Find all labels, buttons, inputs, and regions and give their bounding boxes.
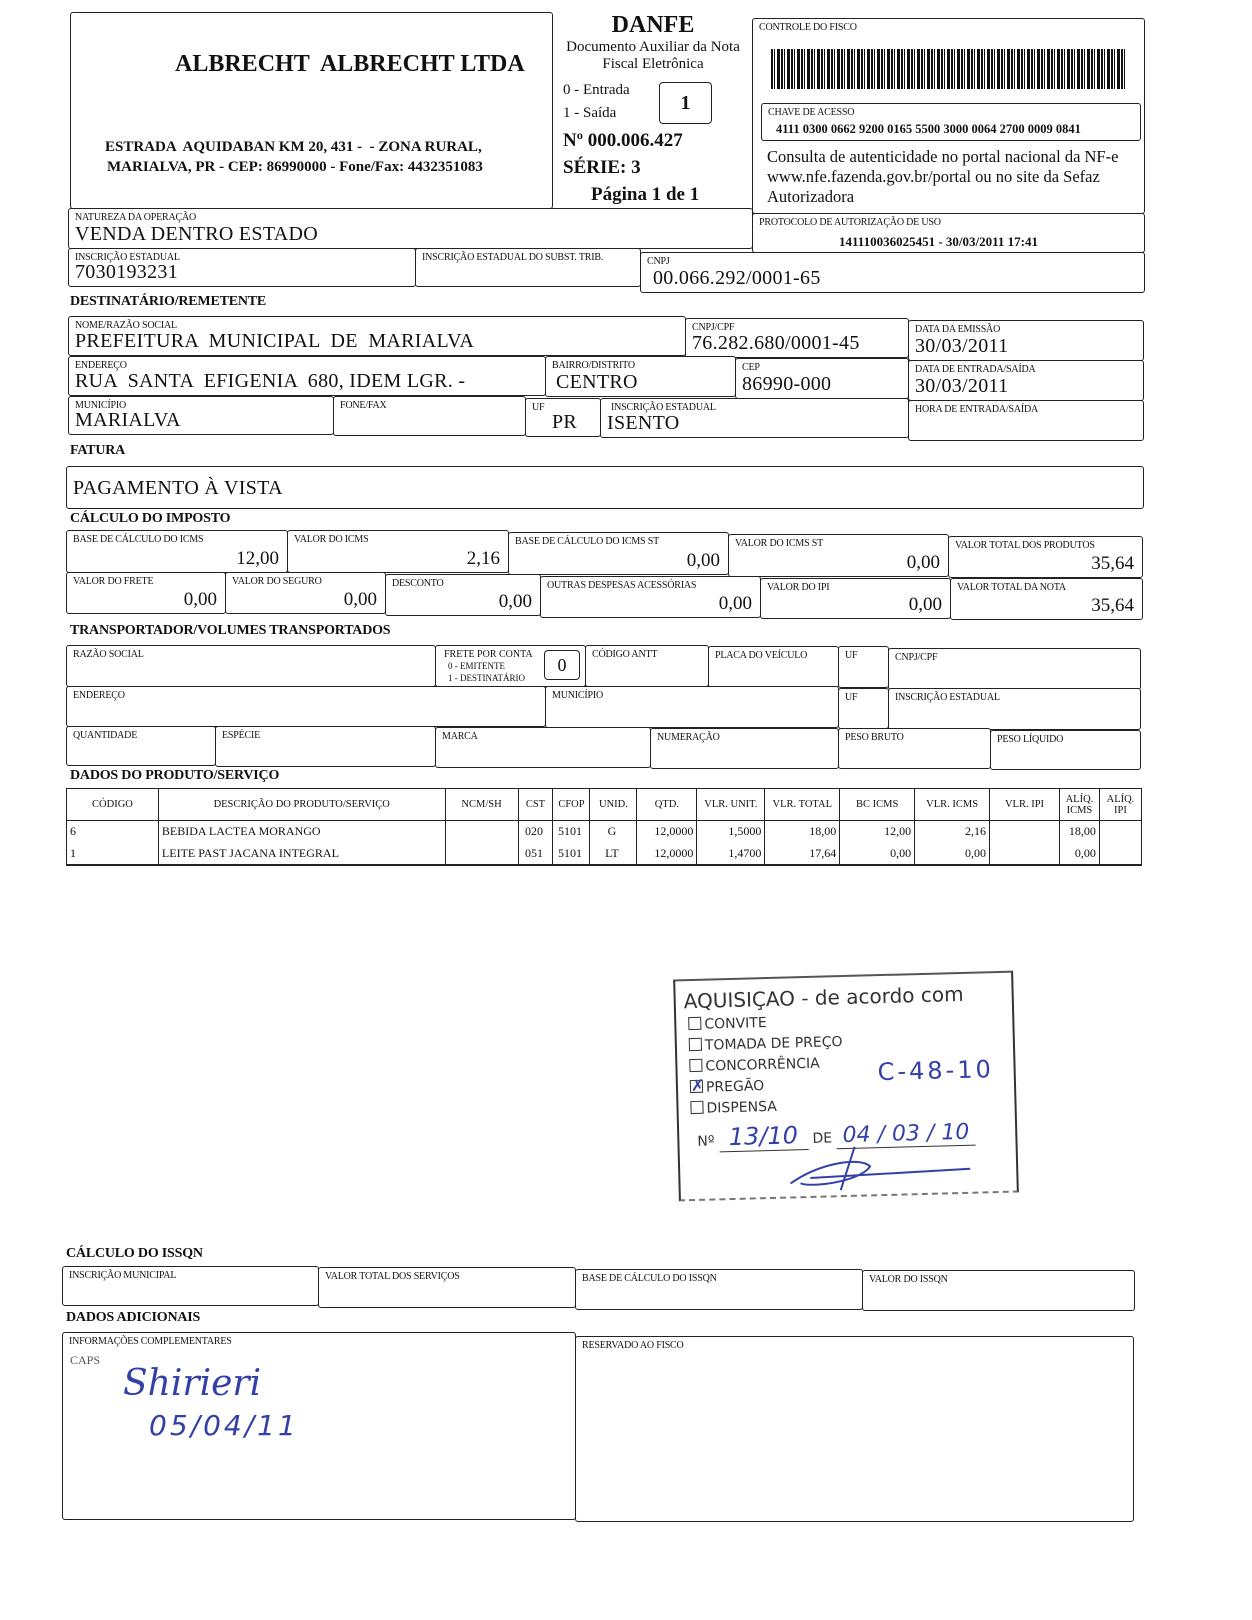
tax-box — [287, 530, 509, 573]
table-cell: 5101 — [553, 843, 590, 865]
label: HORA DE ENTRADA/SAÍDA — [915, 404, 1039, 415]
label: INSCRIÇÃO ESTADUAL — [75, 252, 180, 263]
option-label: CONCORRÊNCIA — [705, 1055, 820, 1075]
label: VALOR DO SEGURO — [232, 576, 322, 587]
option-label: TOMADA DE PREÇO — [704, 1034, 843, 1054]
tipo-operacao-box: 1 — [659, 82, 712, 124]
column-header: DESCRIÇÃO DO PRODUTO/SERVIÇO — [158, 789, 445, 821]
label: BASE DE CÁLCULO DO ISSQN — [582, 1273, 717, 1284]
peso-bruto-box — [838, 728, 991, 769]
checkbox-icon — [690, 1101, 703, 1114]
issqn-box — [575, 1269, 863, 1310]
table-cell: 1 — [67, 843, 159, 865]
municipio-box — [68, 396, 334, 435]
value: 2,16 — [466, 548, 500, 569]
especie-box — [215, 726, 436, 767]
label: PLACA DO VEÍCULO — [715, 650, 808, 661]
entrada-label: 0 - Entrada — [563, 82, 630, 98]
label: VALOR TOTAL DOS PRODUTOS — [955, 540, 1095, 551]
table-cell: 2,16 — [915, 821, 990, 843]
label: INSCRIÇÃO ESTADUAL — [895, 692, 1000, 703]
value: 0,00 — [343, 589, 377, 610]
transp-uf-box — [838, 646, 889, 688]
antt-box — [585, 645, 709, 687]
label: DATA DE ENTRADA/SAÍDA — [915, 364, 1036, 375]
label: CEP — [742, 362, 760, 373]
label: 0 - EMITENTE — [448, 661, 505, 671]
column-header: UNID. — [590, 789, 637, 821]
transp-cnpj-box — [888, 648, 1141, 690]
protocolo-value: 141110036025451 - 30/03/2011 17:41 — [839, 234, 1038, 249]
table-cell: 12,0000 — [637, 821, 697, 843]
table-cell: 17,64 — [765, 843, 840, 865]
chave-acesso-box — [761, 103, 1141, 141]
municipio: MARIALVA — [75, 409, 181, 431]
tax-box — [66, 530, 288, 573]
dest-ie: ISENTO — [607, 412, 680, 434]
label: INSCRIÇÃO ESTADUAL DO SUBST. TRIB. — [422, 252, 604, 263]
tax-box — [950, 578, 1143, 620]
reservado-fisco-box — [575, 1336, 1134, 1522]
column-header: BC ICMS — [840, 789, 915, 821]
danfe-box — [553, 12, 753, 209]
label: BASE DE CÁLCULO DO ICMS ST — [515, 536, 659, 547]
table-cell: 020 — [518, 821, 553, 843]
emitente-box — [70, 12, 553, 209]
table-cell: 1,5000 — [697, 821, 765, 843]
table-cell: 12,0000 — [637, 843, 697, 865]
dest-nome: PREFEITURA MUNICIPAL DE MARIALVA — [75, 330, 475, 352]
issqn-box — [62, 1266, 319, 1306]
emitente-name: ALBRECHT ALBRECHT LTDA — [175, 51, 525, 77]
dest-ie-box — [600, 398, 909, 438]
consulta-text: Consulta de autenticidade no portal nacional da NF-e www.nfe.fazenda.gov.br/portal ou no site da Sefaz Autorizadora — [767, 147, 1119, 206]
danfe-subtitle: Documento Auxiliar da Nota — [566, 39, 740, 55]
frete-value: 0 — [544, 650, 580, 680]
nota-serie: SÉRIE: 3 — [563, 157, 641, 178]
numeracao-box — [650, 728, 839, 769]
label: NOME/RAZÃO SOCIAL — [75, 320, 177, 331]
column-header: ALÍQ. IPI — [1099, 789, 1141, 821]
table-cell — [990, 821, 1060, 843]
table-cell: 0,00 — [840, 843, 915, 865]
label: MARCA — [442, 731, 478, 742]
label: RESERVADO AO FISCO — [582, 1340, 684, 1351]
label: ESPÉCIE — [222, 730, 261, 741]
frete-box — [435, 645, 586, 687]
issqn-box — [862, 1270, 1135, 1311]
dest-endereco-box — [68, 356, 546, 396]
table-cell: 051 — [518, 843, 553, 865]
tax-box — [728, 534, 949, 577]
label: ENDEREÇO — [75, 360, 127, 371]
label: FRETE POR CONTA — [444, 649, 533, 660]
column-header: NCM/SH — [445, 789, 518, 821]
label: DESCONTO — [392, 578, 444, 589]
stamp-signature-icon — [779, 1139, 980, 1194]
produtos-table — [66, 788, 1142, 866]
table-cell: 0,00 — [915, 843, 990, 865]
issqn-box — [318, 1267, 576, 1308]
stamp-data: 04 / 03 / 10 — [836, 1120, 975, 1150]
pagina: Página 1 de 1 — [591, 184, 700, 205]
label: FONE/FAX — [340, 400, 387, 411]
label: VALOR DO IPI — [767, 582, 830, 593]
label: VALOR TOTAL DA NOTA — [957, 582, 1066, 593]
fatura-box — [66, 466, 1144, 509]
transp-endereco-box — [66, 686, 546, 727]
label: CÓDIGO ANTT — [592, 649, 658, 660]
table-cell — [445, 843, 518, 865]
checkbox-icon — [689, 1059, 702, 1072]
label: CNPJ/CPF — [895, 652, 938, 663]
section-produtos: DADOS DO PRODUTO/SERVIÇO — [70, 768, 280, 783]
label: INSCRIÇÃO ESTADUAL — [611, 402, 716, 413]
label: QUANTIDADE — [73, 730, 138, 741]
tax-box — [760, 578, 951, 619]
table-cell: 18,00 — [765, 821, 840, 843]
section-imposto: CÁLCULO DO IMPOSTO — [70, 511, 231, 526]
label: NUMERAÇÃO — [657, 732, 720, 743]
value: 0,00 — [906, 552, 940, 573]
quantidade-box — [66, 726, 216, 766]
marca-box — [435, 727, 651, 768]
fatura-value: PAGAMENTO À VISTA — [73, 477, 283, 499]
value: 35,64 — [1091, 553, 1134, 574]
label: CNPJ/CPF — [692, 322, 735, 333]
tax-box — [508, 532, 729, 575]
data-emissao: 30/03/2011 — [915, 335, 1009, 357]
tax-box — [540, 576, 761, 618]
danfe-subtitle: Fiscal Eletrônica — [602, 56, 704, 72]
column-header: VLR. IPI — [990, 789, 1060, 821]
cnpj-value: 00.066.292/0001-65 — [653, 267, 821, 289]
table-cell: 12,00 — [840, 821, 915, 843]
entrada-saida-box — [908, 360, 1144, 401]
value: 0,00 — [498, 591, 532, 612]
label: DE — [812, 1130, 833, 1147]
label: INSCRIÇÃO MUNICIPAL — [69, 1270, 177, 1281]
transp-municipio-box — [545, 686, 839, 728]
dest-nome-box — [68, 316, 686, 356]
label: PROTOCOLO DE AUTORIZAÇÃO DE USO — [759, 217, 941, 228]
label: PESO LÍQUIDO — [997, 734, 1064, 745]
table-cell: 0,00 — [1059, 843, 1099, 865]
option-label: DISPENSA — [706, 1098, 778, 1117]
table-header-row — [67, 789, 1142, 821]
controle-fisco-label: CONTROLE DO FISCO — [759, 22, 857, 33]
info-value: CAPS — [70, 1353, 101, 1367]
section-transportador: TRANSPORTADOR/VOLUMES TRANSPORTADOS — [70, 623, 391, 638]
table-cell — [990, 843, 1060, 865]
table-cell — [1099, 843, 1141, 865]
tax-box — [225, 572, 386, 614]
hora-box — [908, 400, 1144, 441]
label: RAZÃO SOCIAL — [73, 649, 144, 660]
checkbox-icon — [688, 1017, 701, 1030]
value: 0,00 — [686, 550, 720, 571]
uf: PR — [552, 411, 578, 433]
label: BASE DE CÁLCULO DO ICMS — [73, 534, 204, 545]
controle-fisco-box — [752, 18, 1145, 214]
value: 12,00 — [236, 548, 279, 569]
table-cell: 5101 — [553, 821, 590, 843]
label: UF — [532, 402, 545, 413]
column-header: VLR. ICMS — [915, 789, 990, 821]
label: OUTRAS DESPESAS ACESSÓRIAS — [547, 580, 697, 591]
transp-razao-box — [66, 645, 436, 687]
handwritten-signature: Shirieri — [123, 1363, 262, 1404]
table-row — [67, 821, 1142, 843]
data-entrada: 30/03/2011 — [915, 375, 1009, 397]
tax-box — [66, 572, 226, 614]
fone-box — [333, 396, 526, 436]
label: BAIRRO/DISTRITO — [552, 360, 635, 371]
section-issqn: CÁLCULO DO ISSQN — [66, 1246, 203, 1261]
chave-label: CHAVE DE ACESSO — [768, 107, 855, 118]
section-adicionais: DADOS ADICIONAIS — [66, 1310, 201, 1325]
table-cell: G — [590, 821, 637, 843]
label: CNPJ — [647, 256, 670, 267]
table-cell — [445, 821, 518, 843]
column-header: VLR. TOTAL — [765, 789, 840, 821]
column-header: CÓDIGO — [67, 789, 159, 821]
natureza-box — [68, 208, 753, 249]
label: VALOR DO ICMS — [294, 534, 369, 545]
stamp-title: AQUISIÇAO - de acordo com — [683, 981, 964, 1014]
label: VALOR DO ISSQN — [869, 1274, 948, 1285]
bairro-box — [545, 356, 736, 397]
table-cell: BEBIDA LACTEA MORANGO — [158, 821, 445, 843]
stamp-annotation: C-48-10 — [877, 1055, 995, 1087]
tax-box — [385, 574, 541, 616]
transp-ie-box — [888, 688, 1141, 730]
table-cell: 18,00 — [1059, 821, 1099, 843]
info-complementares-box — [62, 1332, 576, 1520]
column-header: QTD. — [637, 789, 697, 821]
label: DATA DA EMISSÃO — [915, 324, 1001, 335]
value: 0,00 — [718, 593, 752, 614]
table-cell: 6 — [67, 821, 159, 843]
ie-value: 7030193231 — [75, 261, 178, 283]
value: 0,00 — [183, 589, 217, 610]
transp-uf-box — [838, 688, 889, 729]
value: 0,00 — [908, 594, 942, 615]
label: INFORMAÇÕES COMPLEMENTARES — [69, 1336, 232, 1347]
column-header: CFOP — [553, 789, 590, 821]
danfe-title: DANFE — [611, 12, 695, 38]
chave-acesso: 4111 0300 0662 9200 0165 5500 3000 0064 2700 0009 0841 — [776, 122, 1081, 136]
barcode — [771, 49, 1127, 89]
label: VALOR DO ICMS ST — [735, 538, 824, 549]
label: ENDEREÇO — [73, 690, 125, 701]
label: NATUREZA DA OPERAÇÃO — [75, 212, 197, 223]
peso-liquido-box — [990, 730, 1141, 770]
option-label: CONVITE — [704, 1015, 767, 1033]
section-fatura: FATURA — [70, 443, 126, 458]
label: PESO BRUTO — [845, 732, 904, 743]
nota-numero: Nº 000.006.427 — [563, 130, 683, 151]
saida-label: 1 - Saída — [563, 105, 617, 121]
table-cell: 1,4700 — [697, 843, 765, 865]
table-cell: LEITE PAST JACANA INTEGRAL — [158, 843, 445, 865]
table-row — [67, 843, 1142, 865]
cnpj-box — [640, 252, 1145, 293]
label: VALOR DO FRETE — [73, 576, 154, 587]
column-header: CST — [518, 789, 553, 821]
uf-box — [525, 398, 601, 437]
dest-endereco: RUA SANTA EFIGENIA 680, IDEM LGR. - — [75, 370, 466, 392]
handwritten-date: 05/04/11 — [149, 1409, 299, 1442]
protocolo-box — [752, 213, 1145, 253]
label: MUNICÍPIO — [75, 400, 126, 411]
label: Nº — [697, 1133, 715, 1150]
section-destinatario: DESTINATÁRIO/REMETENTE — [70, 294, 267, 309]
checkbox-icon — [689, 1038, 702, 1051]
emitente-address-1: ESTRADA AQUIDABAN KM 20, 431 - - ZONA RURAL, — [105, 139, 482, 155]
tax-box — [948, 536, 1143, 578]
ie-box — [68, 248, 416, 287]
natureza-value: VENDA DENTRO ESTADO — [75, 223, 318, 245]
label: MUNICÍPIO — [552, 690, 603, 701]
label: VALOR TOTAL DOS SERVIÇOS — [325, 1271, 460, 1282]
table-cell — [1099, 821, 1141, 843]
checked-box-icon: ✗ — [690, 1075, 705, 1096]
aquisicao-stamp — [673, 971, 1019, 1202]
dest-cnpj: 76.282.680/0001-45 — [692, 332, 860, 354]
column-header: ALÍQ. ICMS — [1059, 789, 1099, 821]
placa-box — [708, 646, 839, 688]
label: UF — [845, 650, 858, 661]
emissao-box — [908, 320, 1144, 361]
table-cell: LT — [590, 843, 637, 865]
emitente-address-2: MARIALVA, PR - CEP: 86990000 - Fone/Fax: 4432351083 — [107, 159, 483, 175]
cep: 86990-000 — [742, 373, 832, 395]
bairro: CENTRO — [556, 371, 638, 393]
ie-st-box — [415, 248, 641, 287]
option-label: PREGÃO — [705, 1078, 765, 1096]
cep-box — [735, 358, 909, 399]
label: 1 - DESTINATÁRIO — [448, 673, 525, 683]
stamp-numero: 13/10 — [718, 1121, 808, 1152]
label: UF — [845, 692, 858, 703]
column-header: VLR. UNIT. — [697, 789, 765, 821]
dest-cnpj-box — [685, 318, 909, 358]
value: 35,64 — [1091, 595, 1134, 616]
